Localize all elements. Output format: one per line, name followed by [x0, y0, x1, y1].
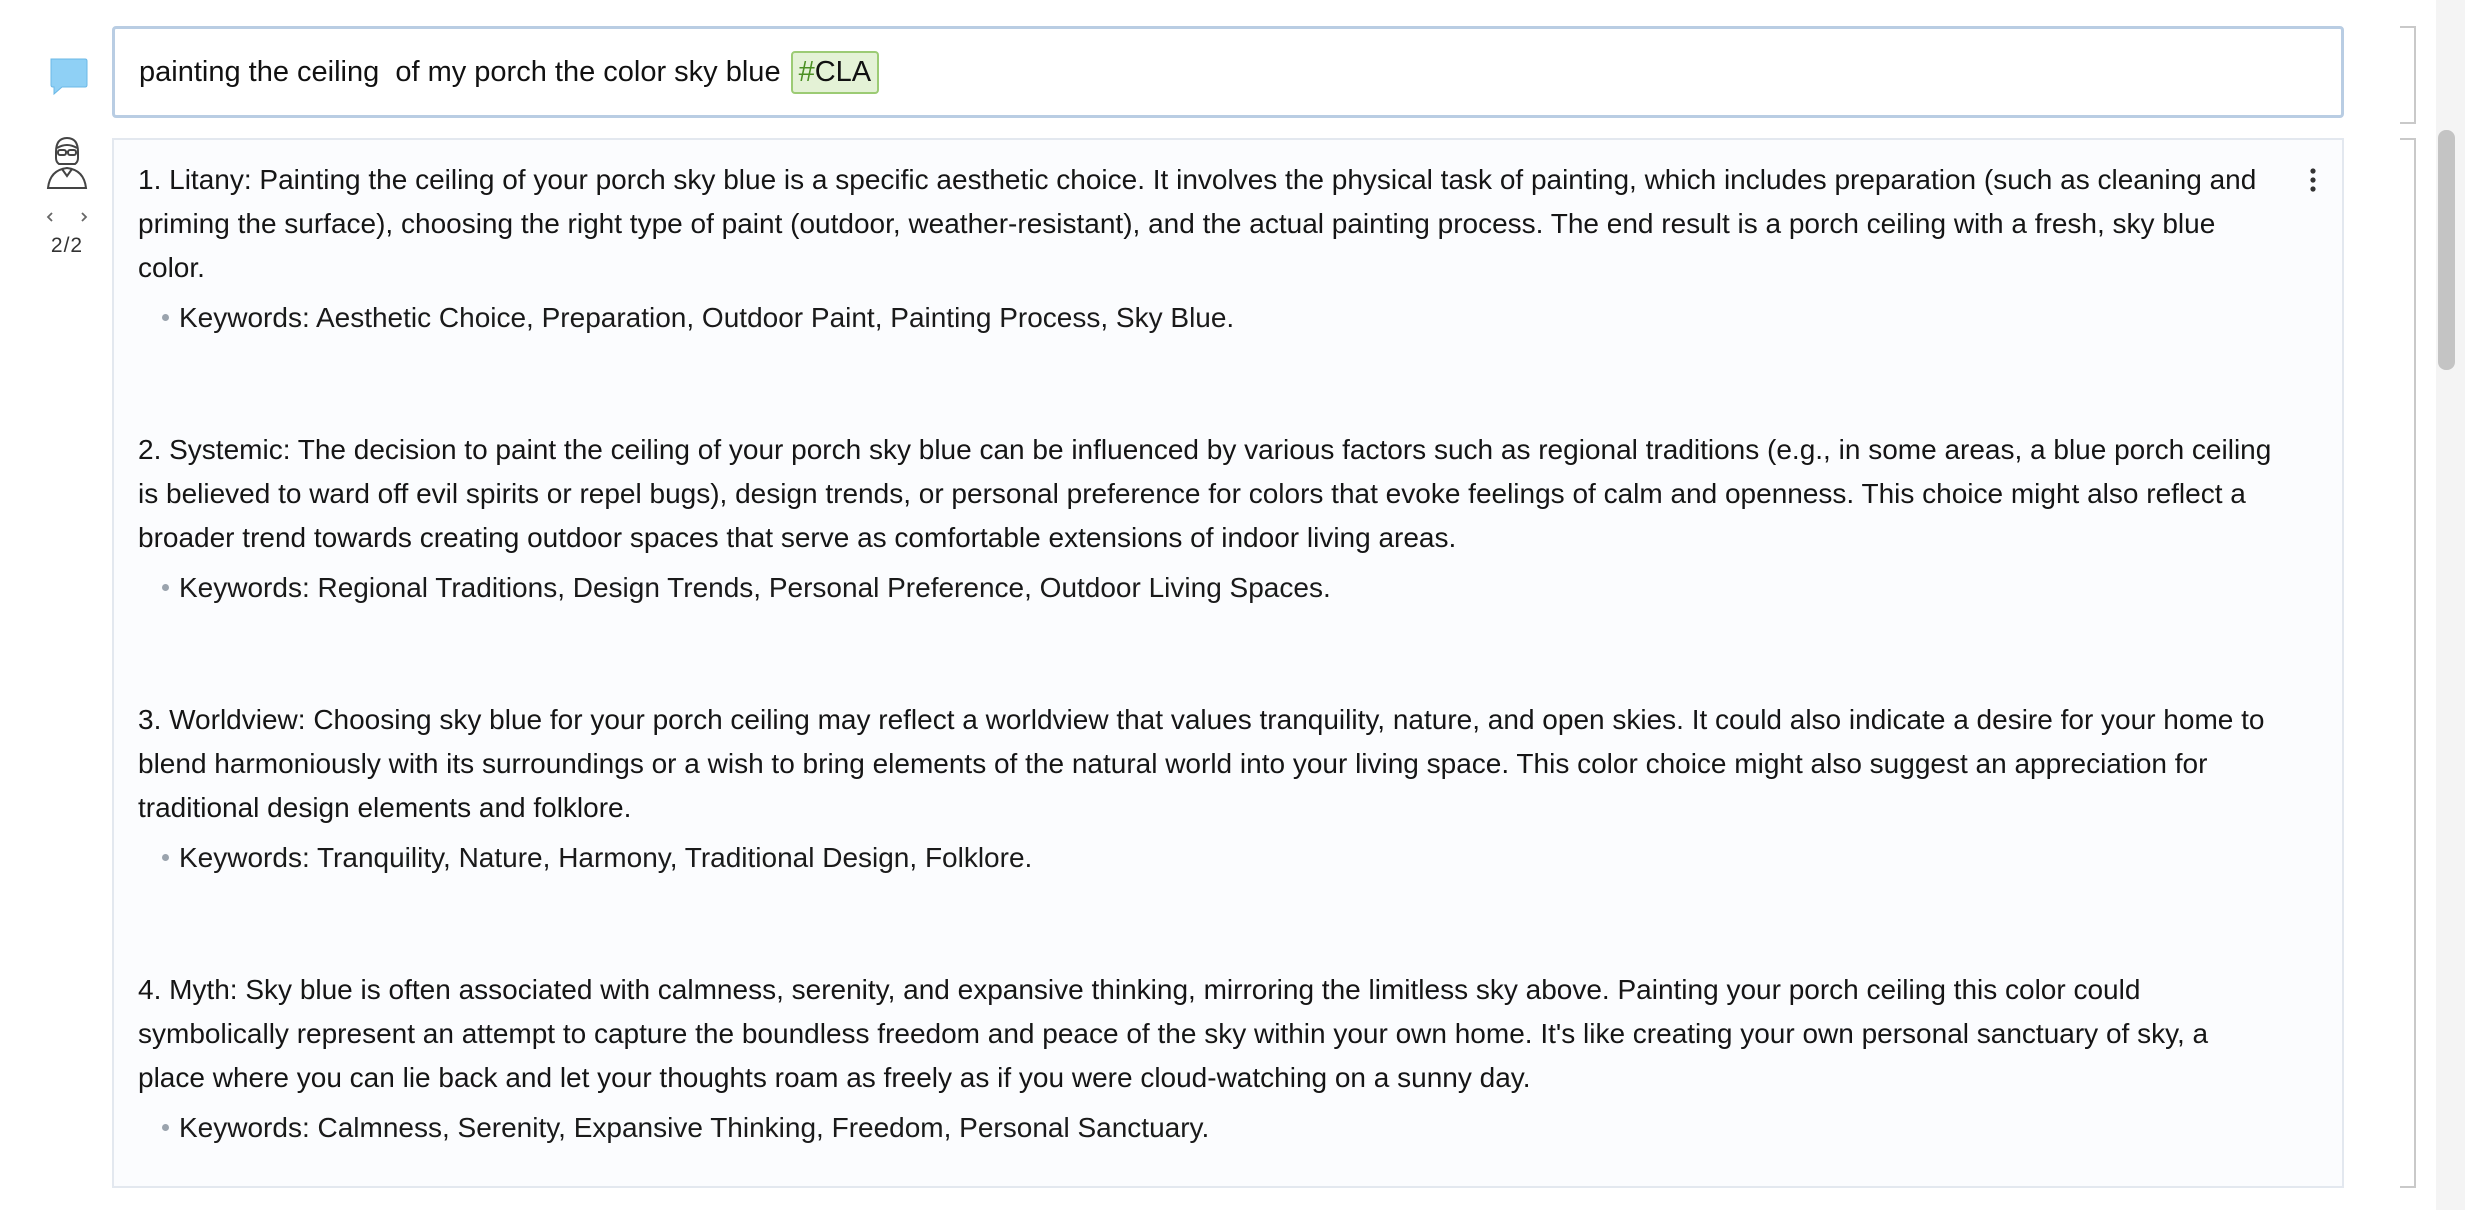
prompt-box[interactable]	[112, 26, 2344, 118]
keywords-text: Keywords: Tranquility, Nature, Harmony, Traditional Design, Folklore.	[179, 842, 1033, 873]
section-paragraph: 2. Systemic: The decision to paint the ceiling of your porch sky blue can be influenced by various factors such as regional traditions (e.g., in some areas, a blue porch ceiling is believed to ward off evil spirits or repel bugs), design trends, or personal preference for colors that evoke feelings of calm and openness. This choice might also reflect a broader trend towards creating outdoor spaces that serve as comfortable extensions of indoor living areas.	[138, 434, 2272, 553]
keywords-item	[162, 566, 2272, 610]
keywords-item	[162, 296, 2272, 340]
tag-hash: #	[798, 55, 815, 88]
mode-tag[interactable]	[791, 51, 880, 94]
keywords-text: Keywords: Calmness, Serenity, Expansive Thinking, Freedom, Personal Sanctuary.	[179, 1112, 1210, 1143]
response-section	[138, 968, 2272, 1150]
bullet-icon	[162, 854, 169, 861]
response-card	[112, 138, 2344, 1188]
bullet-icon	[162, 1124, 169, 1131]
response-section	[138, 158, 2272, 340]
tag-label: CLA	[814, 55, 872, 88]
assistant-avatar-icon	[44, 132, 90, 192]
response-section	[138, 428, 2272, 610]
speech-bubble-icon	[46, 54, 90, 98]
keywords-item	[162, 836, 2272, 880]
response-bracket	[2400, 138, 2416, 1188]
keywords-text: Keywords: Regional Traditions, Design Trends, Personal Preference, Outdoor Living Spaces.	[179, 572, 1331, 603]
scrollbar-thumb[interactable]	[2438, 130, 2455, 370]
bullet-icon	[162, 584, 169, 591]
keywords-item	[162, 1106, 2272, 1150]
chevron-left-icon[interactable]	[43, 210, 57, 224]
response-pager	[40, 206, 94, 258]
pager-count: 2/2	[50, 234, 84, 257]
prompt-text: painting the ceiling of my porch the color sky blue	[139, 55, 781, 88]
section-paragraph: 1. Litany: Painting the ceiling of your porch sky blue is a specific aesthetic choice. It involves the physical task of painting, which includes preparation (such as cleaning and priming the surface), choosing the right type of paint (outdoor, weather-resistant), and the actual painting process. The end result is a porch ceiling with a fresh, sky blue color.	[138, 164, 2257, 283]
chevron-right-icon[interactable]	[77, 210, 91, 224]
bullet-icon	[162, 314, 169, 321]
response-section	[138, 698, 2272, 880]
kebab-menu-icon[interactable]	[2306, 166, 2320, 194]
message-bracket	[2400, 26, 2416, 124]
keywords-text: Keywords: Aesthetic Choice, Preparation, Outdoor Paint, Painting Process, Sky Blue.	[179, 302, 1235, 333]
section-paragraph: 3. Worldview: Choosing sky blue for your porch ceiling may reflect a worldview that values tranquility, nature, and open skies. It could also indicate a desire for your home to blend harmoniously with its surroundings or a wish to bring elements of the natural world into your living space. This color choice might also suggest an appreciation for traditional design elements and folklore.	[138, 704, 2265, 823]
section-paragraph: 4. Myth: Sky blue is often associated with calmness, serenity, and expansive thinking, mirroring the limitless sky above. Painting your porch ceiling this color could symbolically represent an attempt to capture the boundless freedom and peace of the sky within your own home. It's like creating your own personal sanctuary of sky, a place where you can lie back and let your thoughts roam as freely as if you were cloud-watching on a sunny day.	[138, 974, 2209, 1093]
